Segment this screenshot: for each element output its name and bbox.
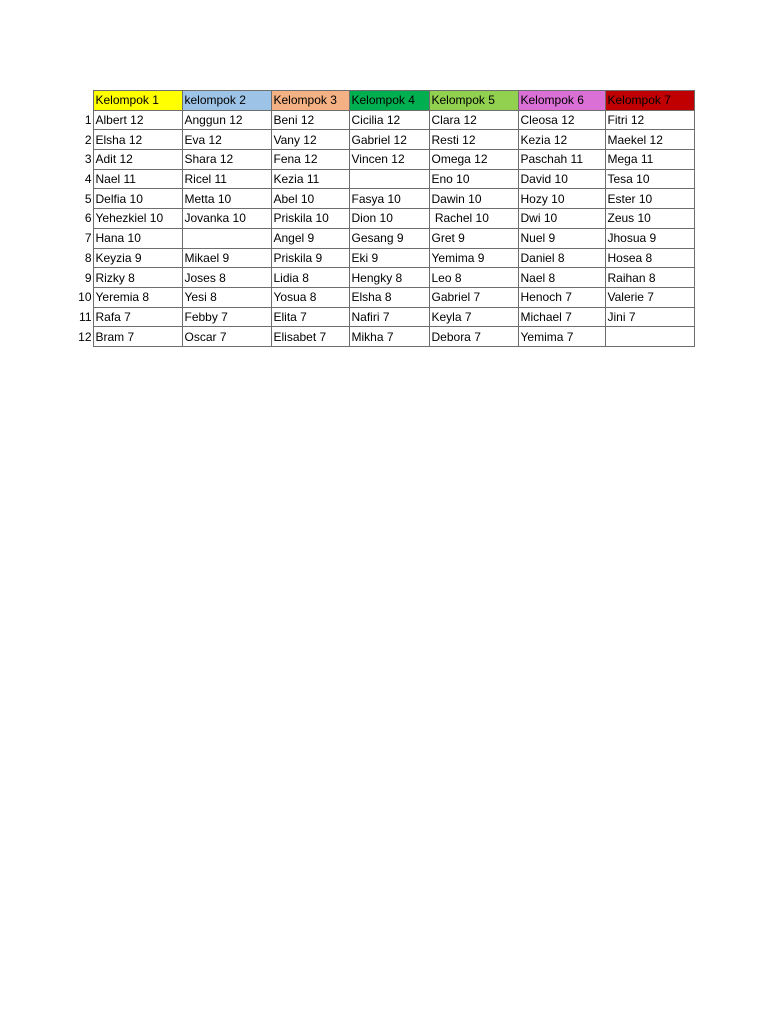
member-cell[interactable]: Bram 7 — [93, 327, 182, 347]
member-cell[interactable]: Jhosua 9 — [605, 228, 694, 248]
group-header-1[interactable]: Kelompok 1 — [93, 91, 182, 111]
member-cell[interactable]: Mega 11 — [605, 150, 694, 170]
member-cell[interactable] — [182, 228, 271, 248]
member-cell[interactable]: Shara 12 — [182, 150, 271, 170]
group-header-5[interactable]: Kelompok 5 — [429, 91, 518, 111]
member-cell[interactable]: Eno 10 — [429, 169, 518, 189]
row-number: 8 — [84, 250, 92, 265]
member-cell[interactable]: Priskila 9 — [271, 248, 349, 268]
member-cell[interactable] — [349, 169, 429, 189]
member-cell[interactable]: Dwi 10 — [518, 209, 605, 229]
member-cell[interactable]: Gesang 9 — [349, 228, 429, 248]
member-cell[interactable]: Metta 10 — [182, 189, 271, 209]
table-row — [72, 228, 694, 248]
member-cell[interactable]: Fasya 10 — [349, 189, 429, 209]
member-cell[interactable]: Resti 12 — [429, 130, 518, 150]
member-cell[interactable] — [605, 327, 694, 347]
table-row — [72, 110, 694, 130]
member-cell[interactable]: Nuel 9 — [518, 228, 605, 248]
row-number: 1 — [84, 113, 92, 128]
member-cell[interactable]: Paschah 11 — [518, 150, 605, 170]
member-cell[interactable]: Daniel 8 — [518, 248, 605, 268]
table-row — [72, 307, 694, 327]
member-cell[interactable]: Anggun 12 — [182, 110, 271, 130]
member-cell[interactable]: Henoch 7 — [518, 287, 605, 307]
member-cell[interactable]: Elsha 12 — [93, 130, 182, 150]
member-cell[interactable]: Nael 11 — [93, 169, 182, 189]
member-cell[interactable]: Raihan 8 — [605, 268, 694, 288]
member-cell[interactable]: Gabriel 7 — [429, 287, 518, 307]
member-cell[interactable]: Dawin 10 — [429, 189, 518, 209]
member-cell[interactable]: Nael 8 — [518, 268, 605, 288]
table-row — [72, 209, 694, 229]
member-cell[interactable]: Priskila 10 — [271, 209, 349, 229]
member-cell[interactable]: Rafa 7 — [93, 307, 182, 327]
member-cell[interactable]: Albert 12 — [93, 110, 182, 130]
member-cell[interactable]: Vincen 12 — [349, 150, 429, 170]
member-cell[interactable]: Clara 12 — [429, 110, 518, 130]
member-cell[interactable]: Adit 12 — [93, 150, 182, 170]
table-row — [72, 287, 694, 307]
row-number: 4 — [84, 172, 92, 187]
table-row — [72, 327, 694, 347]
member-cell[interactable]: Debora 7 — [429, 327, 518, 347]
group-header-2[interactable]: kelompok 2 — [182, 91, 271, 111]
group-header-7[interactable]: Kelompok 7 — [605, 91, 694, 111]
member-cell[interactable]: Yehezkiel 10 — [93, 209, 182, 229]
member-cell[interactable]: Zeus 10 — [605, 209, 694, 229]
member-cell[interactable]: Elita 7 — [271, 307, 349, 327]
member-cell[interactable]: Kezia 12 — [518, 130, 605, 150]
member-cell[interactable]: Yesi 8 — [182, 287, 271, 307]
row-number: 2 — [84, 132, 92, 147]
member-cell[interactable]: Keyla 7 — [429, 307, 518, 327]
member-cell[interactable]: Dion 10 — [349, 209, 429, 229]
member-cell[interactable]: Abel 10 — [271, 189, 349, 209]
member-cell[interactable]: Hengky 8 — [349, 268, 429, 288]
member-cell[interactable]: David 10 — [518, 169, 605, 189]
member-cell[interactable]: Elisabet 7 — [271, 327, 349, 347]
member-cell[interactable]: Omega 12 — [429, 150, 518, 170]
group-header-4[interactable]: Kelompok 4 — [349, 91, 429, 111]
member-cell[interactable]: Fitri 12 — [605, 110, 694, 130]
member-cell[interactable]: Hozy 10 — [518, 189, 605, 209]
row-number: 5 — [84, 191, 92, 206]
member-cell[interactable]: Eki 9 — [349, 248, 429, 268]
member-cell[interactable]: Rachel 10 — [429, 209, 518, 229]
member-cell[interactable]: Vany 12 — [271, 130, 349, 150]
member-cell[interactable]: Yosua 8 — [271, 287, 349, 307]
table-row — [72, 268, 694, 288]
member-cell[interactable]: Gret 9 — [429, 228, 518, 248]
group-header-6[interactable]: Kelompok 6 — [518, 91, 605, 111]
member-cell[interactable]: Mikael 9 — [182, 248, 271, 268]
member-cell[interactable]: Mikha 7 — [349, 327, 429, 347]
member-cell[interactable]: Fena 12 — [271, 150, 349, 170]
table-row — [72, 130, 694, 150]
row-number: 3 — [84, 152, 92, 167]
corner-cell — [72, 91, 93, 111]
member-cell[interactable]: Michael 7 — [518, 307, 605, 327]
member-cell[interactable]: Beni 12 — [271, 110, 349, 130]
row-number: 11 — [79, 309, 92, 324]
member-cell[interactable]: Kezia 11 — [271, 169, 349, 189]
row-number: 9 — [84, 270, 92, 285]
member-cell[interactable]: Keyzia 9 — [93, 248, 182, 268]
member-cell[interactable]: Yeremia 8 — [93, 287, 182, 307]
member-cell[interactable]: Hana 10 — [93, 228, 182, 248]
table-row — [72, 169, 694, 189]
member-cell[interactable]: Yemima 9 — [429, 248, 518, 268]
member-cell[interactable]: Valerie 7 — [605, 287, 694, 307]
member-cell[interactable]: Elsha 8 — [349, 287, 429, 307]
member-cell[interactable]: Cleosa 12 — [518, 110, 605, 130]
table-row — [72, 189, 694, 209]
row-number: 6 — [84, 211, 92, 226]
member-cell[interactable]: Jini 7 — [605, 307, 694, 327]
member-cell[interactable]: Rizky 8 — [93, 268, 182, 288]
member-cell[interactable]: Angel 9 — [271, 228, 349, 248]
member-cell[interactable]: Eva 12 — [182, 130, 271, 150]
table-body — [72, 110, 694, 346]
member-cell[interactable]: Delfia 10 — [93, 189, 182, 209]
member-cell[interactable]: Joses 8 — [182, 268, 271, 288]
table-row — [72, 150, 694, 170]
group-table — [72, 90, 695, 347]
member-cell[interactable]: Febby 7 — [182, 307, 271, 327]
group-header-row — [72, 91, 694, 111]
member-cell[interactable]: Jovanka 10 — [182, 209, 271, 229]
member-cell[interactable]: Cicilia 12 — [349, 110, 429, 130]
group-header-3[interactable]: Kelompok 3 — [271, 91, 349, 111]
member-cell[interactable]: Tesa 10 — [605, 169, 694, 189]
member-cell[interactable]: Lidia 8 — [271, 268, 349, 288]
member-cell[interactable]: Yemima 7 — [518, 327, 605, 347]
member-cell[interactable]: Ester 10 — [605, 189, 694, 209]
table-row — [72, 248, 694, 268]
member-cell[interactable]: Oscar 7 — [182, 327, 271, 347]
member-cell[interactable]: Maekel 12 — [605, 130, 694, 150]
row-number: 12 — [78, 329, 92, 344]
member-cell[interactable]: Nafiri 7 — [349, 307, 429, 327]
member-cell[interactable]: Ricel 11 — [182, 169, 271, 189]
member-cell[interactable]: Gabriel 12 — [349, 130, 429, 150]
member-cell[interactable]: Hosea 8 — [605, 248, 694, 268]
row-number: 10 — [78, 290, 92, 305]
row-number: 7 — [84, 231, 92, 246]
member-cell[interactable]: Leo 8 — [429, 268, 518, 288]
